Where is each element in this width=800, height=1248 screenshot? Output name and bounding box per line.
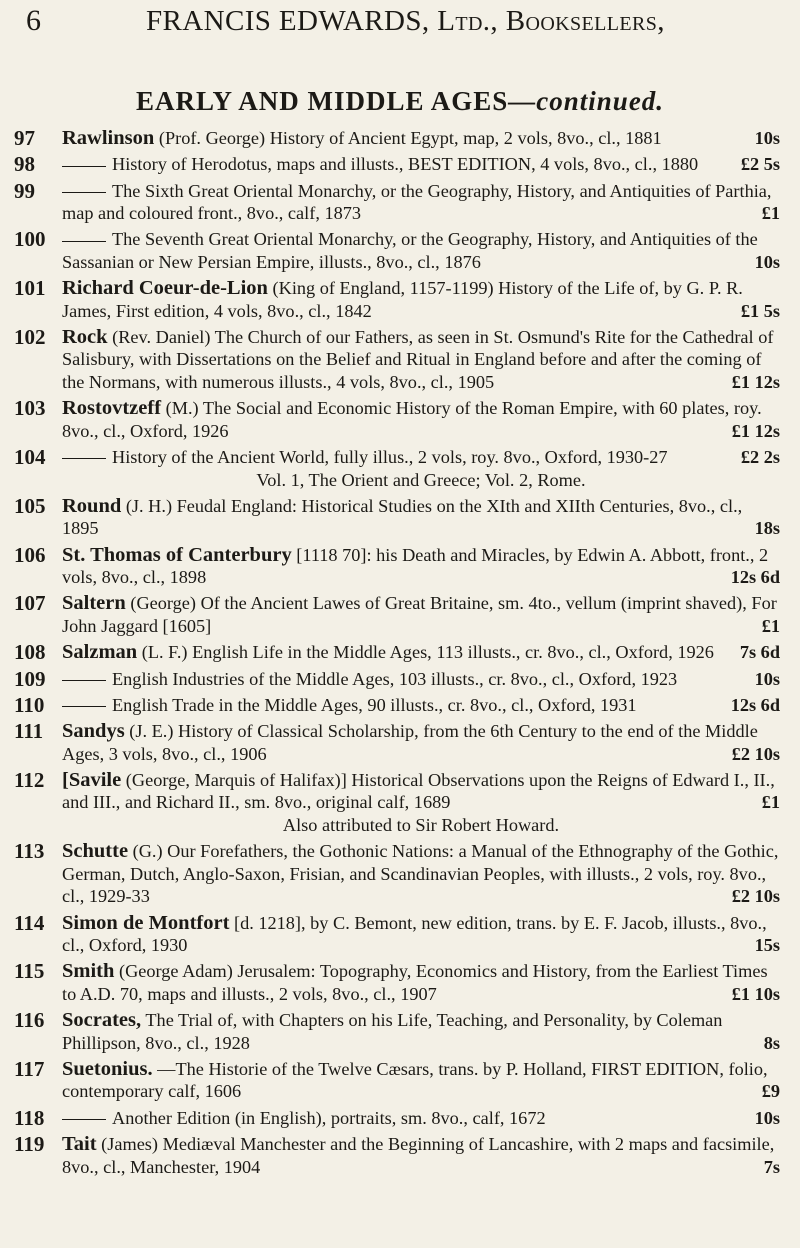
entry-content [62, 180, 780, 224]
entry-content [62, 543, 780, 588]
entry-description: (King of England, 1157-1199) History of the Life of, by G. P. R. James, First edition, 4 vols, 8vo., cl., 1842 [62, 278, 743, 321]
entry-author: [Savile [62, 768, 122, 791]
entry-description: (L. F.) English Life in the Middle Ages, 113 illusts., cr. 8vo., cl., Oxford, 1926 [141, 642, 714, 663]
entry-content [62, 720, 780, 764]
entry-description: (Prof. George) History of Ancient Egypt, map, 2 vols, 8vo., cl., 1881 [158, 128, 662, 148]
entry-price: 7s 6d [739, 642, 780, 663]
entry-list [14, 127, 780, 1182]
entry-number: 97 [14, 126, 35, 150]
entry-description: (George) Of the Ancient Lawes of Great Britaine, sm. 4to., vellum (imprint shaved), For John Jaggard [1605] [62, 593, 777, 636]
entry-content [62, 592, 780, 636]
catalogue-entry [14, 1009, 780, 1054]
entry-author: Rawlinson [62, 127, 155, 149]
ditto-rule [62, 1119, 106, 1120]
entry-price: £1 [761, 615, 780, 636]
entry-number: 113 [14, 839, 45, 864]
entry-content [62, 1133, 780, 1177]
catalogue-entry [14, 668, 780, 691]
entry-price: £1 [761, 203, 780, 224]
entry-author: Schutte [62, 840, 129, 863]
entry-price: 10s [754, 668, 780, 689]
entry-author: Round [62, 494, 122, 517]
catalogue-entry [14, 1058, 780, 1103]
entry-content [62, 960, 780, 1004]
entry-description: [1118 70]: his Death and Miracles, by Edwin A. Abbott, front., 2 vols, 8vo., cl., 1898 [62, 544, 769, 588]
entry-content [62, 277, 780, 321]
entry-number: 111 [14, 719, 44, 744]
catalogue-entry [14, 1107, 780, 1130]
entry-description: The Trial of, with Chapters on his Life, Teaching, and Personality, by Coleman Phillipson, 8vo., cl., 1928 [62, 1010, 723, 1053]
entry-number: 112 [14, 767, 45, 792]
entry-description: (G.) Our Forefathers, the Gothonic Nations: a Manual of the Ethnography of the Gothic, German, Dutch, Anglo-Saxon, Frisian, and Scandinavian Peoples, with illusts., 2 vols, roy. 8vo., cl., 1929-33 [62, 841, 779, 907]
entry-number: 106 [14, 542, 46, 567]
entry-author: Rostovtzeff [62, 397, 162, 420]
catalogue-entry [14, 840, 780, 908]
catalogue-entry [14, 180, 780, 225]
catalogue-entry [14, 769, 780, 837]
entry-price: £1 10s [731, 983, 780, 1004]
entry-author: Simon de Montfort [62, 911, 230, 934]
entry-price: £2 5s [740, 154, 780, 175]
entry-number: 117 [14, 1056, 45, 1081]
entry-author: St. Thomas of Canterbury [62, 543, 292, 566]
entry-description: [d. 1218], by C. Bemont, new edition, trans. by E. F. Jacob, illusts., 8vo., cl., Oxford, 1930 [62, 912, 767, 956]
entry-price: 18s [754, 518, 780, 539]
entry-description: (J. E.) History of Classical Scholarship, from the 6th Century to the end of the Middle Ages, 3 vols, 8vo., cl., 1906 [62, 721, 758, 764]
entry-content [62, 668, 780, 689]
entry-price: 10s [754, 128, 780, 148]
entry-price: £1 [761, 792, 780, 813]
entry-number: 107 [14, 591, 46, 616]
entry-content [62, 494, 780, 539]
entry-number: 109 [14, 666, 46, 691]
entry-number: 118 [14, 1105, 45, 1130]
catalogue-entry [14, 228, 780, 273]
entry-author: Rock [62, 325, 108, 348]
catalogue-entry [14, 153, 780, 176]
entry-number: 100 [14, 227, 46, 252]
entry-number: 115 [14, 959, 45, 984]
entry-number: 102 [14, 324, 46, 349]
entry-price: £2 2s [740, 447, 780, 468]
running-head [26, 4, 780, 38]
entry-author: Smith [62, 960, 115, 983]
entry-number: 101 [14, 276, 46, 301]
entry-content [62, 1009, 780, 1053]
ditto-rule [62, 680, 106, 681]
entry-author: Richard Coeur-de-Lion [62, 277, 268, 300]
catalogue-entry [14, 326, 780, 394]
entry-price: 10s [754, 1107, 780, 1128]
entry-content [62, 1107, 780, 1128]
entry-price: £2 10s [731, 743, 780, 764]
entry-number: 98 [14, 152, 35, 177]
entry-price: 12s 6d [730, 694, 780, 715]
entry-content [62, 229, 780, 272]
entry-price: 7s [763, 1156, 780, 1177]
entry-description: English Trade in the Middle Ages, 90 illusts., cr. 8vo., cl., Oxford, 1931 [112, 694, 637, 715]
section-title [0, 86, 800, 117]
entry-content [62, 154, 780, 175]
entry-description: (George, Marquis of Halifax)] Historical Observations upon the Reigns of Edward I., II., and III., and Richard II., sm. 8vo., original calf, 1689 [62, 769, 775, 813]
entry-description: English Industries of the Middle Ages, 103 illusts., cr. 8vo., cl., Oxford, 1923 [112, 668, 678, 689]
entry-price: 15s [754, 935, 780, 956]
entry-description: The Sixth Great Oriental Monarchy, or the Geography, History, and Antiquities of Parthia, map and coloured front., 8vo., calf, 1873 [62, 180, 772, 224]
catalogue-entry [14, 720, 780, 765]
catalogue-entry [14, 397, 780, 442]
entry-description: (George Adam) Jerusalem: Topography, Economics and History, from the Earliest Times to A.D. 70, maps and illusts., 2 vols, 8vo., cl., 1907 [62, 961, 768, 1004]
entry-description: History of Herodotus, maps and illusts., BEST EDITION, 4 vols, 8vo., cl., 1880 [112, 154, 699, 175]
entry-description: (M.) The Social and Economic History of the Roman Empire, with 60 plates, roy. 8vo., cl., Oxford, 1926 [62, 398, 762, 441]
ditto-rule [62, 166, 106, 167]
ditto-rule [62, 706, 106, 707]
entry-author: Salzman [62, 641, 138, 664]
ditto-rule [62, 241, 106, 242]
page-number: 6 [26, 4, 42, 37]
entry-number: 103 [14, 396, 46, 421]
catalogue-entry [14, 277, 780, 322]
ditto-rule [62, 458, 106, 459]
entry-description: —The Historie of the Twelve Cæsars, trans. by P. Holland, FIRST EDITION, folio, contemporary calf, 1606 [62, 1058, 768, 1102]
entry-number: 99 [14, 178, 35, 203]
entry-number: 105 [14, 493, 46, 518]
entry-number: 114 [14, 910, 45, 935]
entry-price: 8s [763, 1032, 780, 1053]
catalogue-entry [14, 641, 780, 664]
catalogue-entry [14, 960, 780, 1005]
entry-number: 110 [14, 692, 45, 717]
catalogue-entry [14, 694, 780, 717]
catalogue-entry [14, 446, 780, 491]
catalogue-entry [14, 544, 780, 589]
catalogue-entry [14, 912, 780, 957]
entry-description: (James) Mediæval Manchester and the Beginning of Lancashire, with 2 maps and facsimile, 8vo., cl., Manchester, 1904 [62, 1134, 775, 1177]
entry-content [62, 447, 780, 468]
catalogue-entry [14, 592, 780, 637]
entry-author: Sandys [62, 720, 125, 743]
entry-content [62, 841, 778, 906]
entry-price: £9 [761, 1081, 780, 1102]
entry-number: 108 [14, 640, 46, 665]
section-title-text: EARLY AND MIDDLE AGES [135, 86, 509, 116]
entry-note: Also attributed to Sir Robert Howard. [282, 814, 560, 835]
entry-content [62, 397, 780, 441]
entry-content [62, 911, 780, 956]
entry-author: Suetonius. [62, 1057, 153, 1080]
catalogue-entry [14, 127, 780, 150]
entry-author: Saltern [62, 592, 126, 615]
ditto-rule [62, 192, 106, 193]
entry-price: £1 5s [740, 300, 780, 321]
entry-content [62, 768, 780, 813]
entry-content [62, 694, 780, 715]
entry-number: 116 [14, 1008, 45, 1033]
catalogue-entry [14, 1133, 780, 1178]
entry-content [62, 127, 780, 149]
entry-author: Socrates, [62, 1009, 142, 1032]
entry-content [62, 1057, 780, 1102]
entry-description: History of the Ancient World, fully illus., 2 vols, roy. 8vo., Oxford, 1930-27 [112, 447, 668, 468]
entry-description: (J. H.) Feudal England: Historical Studies on the XIth and XIIth Centuries, 8vo., cl., 1895 [62, 495, 743, 539]
entry-description: The Seventh Great Oriental Monarchy, or the Geography, History, and Antiquities of the Sassanian or New Persian Empire, illusts., 8vo., cl., 1876 [62, 229, 758, 272]
entry-price: £1 12s [731, 371, 780, 392]
entry-number: 104 [14, 445, 46, 470]
entry-content [62, 641, 780, 664]
entry-price: 12s 6d [730, 567, 780, 588]
entry-price: 10s [754, 251, 780, 272]
entry-description: (Rev. Daniel) The Church of our Fathers, as seen in St. Osmund's Rite for the Cathedral of Salisbury, with Dissertations on the Belief and Ritual in England before and after the coming of the Normans, with numerous illusts., 4 vols, 8vo., cl., 1905 [62, 326, 774, 392]
entry-number: 119 [14, 1132, 45, 1157]
entry-note: Vol. 1, The Orient and Greece; Vol. 2, Rome. [256, 469, 586, 490]
entry-price: £1 12s [731, 420, 780, 441]
catalogue-entry [14, 495, 780, 540]
entry-content [62, 325, 780, 392]
entry-author: Tait [62, 1133, 97, 1156]
entry-price: £2 10s [731, 886, 780, 907]
section-continued: —continued. [508, 86, 665, 116]
page-header-title: FRANCIS EDWARDS, Ltd., Booksellers, [146, 5, 665, 37]
entry-description: Another Edition (in English), portraits, sm. 8vo., calf, 1672 [112, 1107, 546, 1128]
